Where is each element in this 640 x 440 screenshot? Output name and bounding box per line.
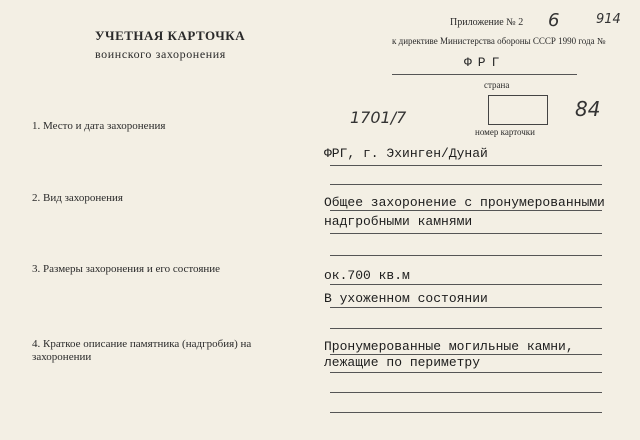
field-label-size-condition: 3. Размеры захоронения и его состояние <box>32 263 221 275</box>
answer-line <box>330 412 602 413</box>
card-subtitle: воинского захоронения <box>95 47 226 61</box>
handwritten-card-number: 1701/7 <box>350 108 407 127</box>
card-title: УЧЕТНАЯ КАРТОЧКА <box>95 28 246 43</box>
country-value: ФРГ <box>464 55 506 70</box>
answer-condition: В ухоженном состоянии <box>324 291 488 306</box>
card-number-box <box>488 95 548 125</box>
answer-line <box>330 372 602 373</box>
field-label-burial-place: 1. Место и дата захоронения <box>32 120 166 132</box>
answer-burial-type-1: Общее захоронение с пронумерованными <box>324 195 605 210</box>
country-label: страна <box>484 80 510 90</box>
answer-size: ок.700 кв.м <box>324 268 410 283</box>
answer-line <box>330 165 602 166</box>
field-label-monument-description: 4. Краткое описание памятника (надгробия) на захоронении <box>32 338 252 363</box>
answer-line <box>330 284 602 285</box>
answer-line <box>330 392 602 393</box>
handwritten-top-mark: 6 <box>548 10 560 31</box>
answer-line <box>330 210 602 211</box>
field-label-burial-type: 2. Вид захоронения <box>32 192 123 204</box>
card-number-label: номер карточки <box>475 127 535 137</box>
answer-monument-1: Пронумерованные могильные камни, <box>324 339 574 354</box>
handwritten-top-number: 914 <box>596 12 621 27</box>
answer-line <box>330 255 602 256</box>
answer-burial-type-2: надгробными камнями <box>324 214 473 229</box>
answer-line <box>330 328 602 329</box>
handwritten-side-number: 84 <box>575 97 601 121</box>
answer-line <box>330 233 602 234</box>
answer-monument-2: лежащие по периметру <box>324 355 481 370</box>
answer-line <box>330 354 602 355</box>
answer-line <box>330 184 602 185</box>
answer-burial-place: ФРГ, г. Эхинген/Дунай <box>324 146 488 161</box>
appendix-label: Приложение № 2 <box>450 17 524 28</box>
answer-line <box>330 307 602 308</box>
directive-label: к директиве Министерства обороны СССР 1990 года № <box>392 36 606 46</box>
country-underline <box>392 74 577 75</box>
